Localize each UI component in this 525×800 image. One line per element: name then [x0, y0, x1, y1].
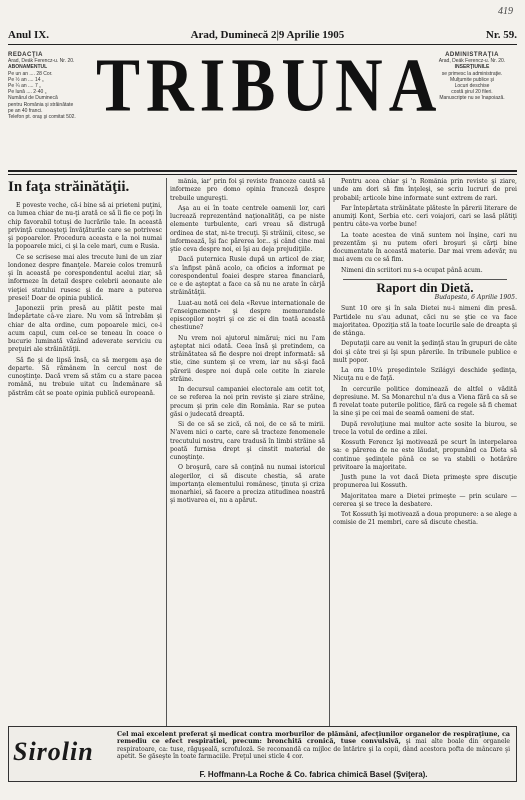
report-paragraph: Sunt 10 ore şi în sala Dietei nu-i nimeni din presă. Partidele nu s'au adunat, căci nu se ştie ce va face majoritatea. Opoziţia stă la toate locurile sale de dreapta şi de stânga. — [333, 305, 517, 337]
article-paragraph: Dacă puternica Rusie după un articol de ziar, s'a înfipst până acolo, ca oficios a informat pe corespondentul foaiei despre starea financiară, ce e de aşteptat a face ca să nu ne arate în cârjă străinătăţii. — [170, 256, 325, 297]
administration-line: INSERŢIUNILE — [454, 64, 490, 71]
article-title: In faţa străinătăţii. — [8, 179, 130, 195]
report-paragraph: In cercurile politice dominează de altfel o vădită depresiune. M. Sa Monarchul n'a dus a Viena fără ca să se fi revelat toate puterile politice, fără ca regele să fi chemat la sine şi pe cei mai de seamă oameni de stat. — [333, 385, 517, 418]
editorial-line: pe an 40 franci. — [8, 107, 43, 114]
report-paragraph: Deputaţii care au venit la şedinţă stau în grupuri de câte doi şi câte trei şi îşi spun părerile. In tribunele publice e mult popor. — [333, 340, 517, 364]
editorial-office-box — [8, 52, 98, 120]
article-paragraph: Far întepărtata străinătate plăteste în părerii literare de anumiţi Kont, Serbia etc. ceri voiajori, cari se lasă plătiţi pentru câte-va vorbe bune! — [333, 204, 517, 229]
editorial-line: pentru România şi străinătate — [8, 101, 74, 108]
report-paragraph: Justh pune la vot dacă Dieta primeşte spre discuţie propunerea lui Kossuth. — [333, 474, 517, 490]
report-paragraph: După revoluţiune mai multor acte sosite la biurou, se trece la votul de ordine a zilei. — [333, 420, 517, 436]
report-paragraph: La ora 10¼ preşedintele Szilágyi deschide şedinţa, Nicuţa nu e de faţă. — [333, 367, 517, 383]
administration-line: Mulţumite publice şi — [450, 76, 494, 83]
article-paragraph: Si de ce să se zică, că noi, de ce să te mirii. N'avem nici o carte, care să tracteze fenomenele trecutului nostru, care tradusă în limbi străine să poată furnisa drept şi cinstit material de cunoştinţe. — [170, 421, 325, 461]
issue-year: Anul IX. — [8, 29, 49, 41]
article-paragraph: Aşa au ei în toate centrele oamenii lor, cari lucrează reprezentând naţionalităţi, ca pe niste elemente turbulente, cari vreau să distrugă ordinea de stat, ni-te trecuţi. Şi străinii, citesc, se informează, îşi fac părerea lor... şi când cine mai ştie ceva despre noi, ei îşi au deja prejudiţiile. — [170, 204, 325, 253]
article-paragraph: Pentru acea chiar şi 'n România prin reviste şi ziare, unde am dori să fim înţeleşi, se scriu lucruri de prei probabil; articole bine informate sunt extrem de rari. — [333, 178, 517, 202]
editorial-line: Pe ¼ an .... 7 „ — [8, 83, 41, 90]
masthead-rule-thin — [8, 174, 517, 175]
column-divider — [329, 178, 330, 780]
issue-number: Nr. 59. — [485, 29, 517, 41]
editorial-line: Pe un an .... 28 Cor. — [8, 70, 53, 77]
article-paragraph: Să fie şi de lipsă însă, ca să mergem aşa de departe. Să rămânem în cercul nost de cunoştinţe. Dacă vrem să stăm cu a stare pacea română, nu trebuie uitat cu îndemânare să păstrăm cât se poate opinia publică europeană. — [8, 356, 162, 397]
masthead-rule — [8, 170, 517, 172]
report-title: Raport din Dietă. — [376, 279, 474, 295]
article-paragraph: Nimeni din scriitori nu s-a ocupat până acum. — [341, 266, 483, 274]
handwritten-page-number: 419 — [498, 6, 513, 17]
ad-body — [117, 731, 510, 761]
article-paragraph: Japonezii prin presă au plătit peste mai îndepărtate câ-ve ziare. Nu vom să întrebăm şi chiar de alta ordine, cum popoarele mici, ce-i acum capul, cum cel-ce se teneau în coace o bucurie luminată văzând adeverate serviciu cu preţuiri ale străinătăţii. — [8, 305, 162, 354]
column-left — [8, 178, 162, 782]
report-dateline: Budapesta, 6 Aprilie 1905. — [434, 294, 517, 301]
column-right — [333, 178, 517, 782]
administration-line: Manuscripte nu se înapoiază. — [439, 95, 505, 102]
administration-line: Arad, Deák Ferencz-u. Nr. 20. — [438, 58, 506, 65]
editorial-heading: REDACŢIA — [8, 52, 43, 58]
article-paragraph: E poveste veche, că-i bine să ai prieteni puţini, ca lumea chiar de nu-ţi arată ce să îi fie ce poţi în chip favorabil totuşi de lucrările tale. In această privinţă cunoaşteţi învăţăturile care se potrivesc şi popoarelor. Procedura aceasta e la noi numai la popoarele mici, ci şi la cele mari, cum e Rusia. — [8, 202, 162, 251]
ad-logo: Sirolin — [13, 737, 94, 766]
editorial-line: ABONAMENTUL — [8, 64, 48, 71]
report-paragraph: Majoritatea mare a Dietei primeşte — prin sculare — cererea şi se trece la desbatere. — [333, 492, 517, 508]
article-paragraph: Ce se scrisese mai ales trecute luni de un ziar londonez despre finanţele. Mareie colos tremură şi în această pe corespondentul acelui ziar, să informeze în detail despre celebrii aeonaute ale vieţiei statului rusesc şi de mare a puterea presei! Doar de opinia publică. — [8, 253, 162, 302]
administration-heading: ADMINISTRAŢIA — [445, 52, 499, 58]
editorial-line: Pe lună .... 2·40 „ — [8, 89, 47, 96]
sirolin-advertisement — [8, 726, 517, 782]
editorial-line: Arad, Deák Ferencz-u. Nr. 20. — [8, 58, 75, 65]
column-divider — [166, 178, 167, 780]
editorial-line: Pe ½ an .... 14 „ — [8, 76, 44, 83]
editorial-line: Numărul de Duminecă — [8, 95, 58, 102]
article-paragraph: mânia, iar' prin foi şi reviste franceze caută să informeze pro domo opinia franceză despre trebuile ungureşti. — [170, 178, 325, 202]
article-paragraph: Luat-au notă cei dela «Revue internationale de l'enseignement» şi despre memorandele episcopilor noştri şi ce zic ei din toată această chestiune? — [170, 299, 325, 332]
report-paragraph: Tot Kossuth îşi motivează a doua propunere: a se alege a comisie de 21 membri, care să discute chestia. — [333, 511, 517, 527]
ad-lead: Cel mai excelent preferat şi medicat contra morburilor de plămâni, afecţiunilor organelor de respiraţiune, ca remediu ce efect respiratiei, precum: bronchită cronică, tuse convulsivă, — [117, 730, 510, 746]
administration-box — [427, 52, 517, 102]
administration-line: Locuri deschise — [454, 83, 490, 90]
article-paragraph: La toate acestea de vină suntem noi înşine, cari nu prezentăm şi nu putem oferi broşuri şi cărţi bine documentate în această materie. Dar mai vrem adevăr, nu mai avem cu ce să fim. — [333, 231, 517, 264]
administration-line: se primesc la administraţie. — [441, 70, 503, 77]
article-paragraph: Nu vrem noi ajutorul nimărui; nici nu l'am aşteptat nici odată. Ceea însă şi pretindem, ca străinătatea să fie despre noi drept informată: să stie, cine suntem şi ce vrem, iar nu să-şi facă părerii despre noi după cele cetite în ziarele străine. — [170, 334, 325, 383]
column-middle — [170, 178, 325, 782]
issue-header — [8, 28, 517, 42]
administration-line: costă şirul 20 fileri. — [451, 89, 493, 96]
editorial-line: Telefon pt. oraş şi comitat 502. — [8, 114, 76, 121]
ad-footer: F. Hoffmann-La Roche & Co. fabrica chimică Basel (Şviţera). — [199, 770, 428, 779]
newspaper-masthead: TRIBUNA — [96, 43, 443, 128]
article-paragraph: O broşură, care să conţină nu numai istoricul alegerilor, ci să discute chestia, să arate importanţa elementului românesc, ţinuta şi criza monarhiei, să facere a preciza atitudinea noastră şi motivarea ei, nu a apărut. — [170, 464, 325, 505]
article-paragraph: In decursul campaniei electorale am cetit tot, ce se referea la noi prin reviste şi ziare străine, precum şi prin cele din România. Rar se putea găsi o judecată dreaptă. — [170, 386, 325, 418]
issue-place-date: Arad, Duminecă 2|9 Aprilie 1905 — [190, 29, 345, 41]
report-paragraph: Kossuth Ferencz îşi motivează pe scurt în interpelarea sa: e părerea de ne este lăudat, propunând ca Dieta să continue şedinţele până ce se va stabili o hotărâre privitoare la majoritate. — [333, 439, 517, 471]
ad-text: şi mai alte boale din organele respiratoare, ca: tuse, răguşeală, scrofuloză. Se recomandă ca mijloc de întărire şi la copii, dând acestora pofta de mâncare şi apetit. Se găseşte în toate farmaciile. Preţul unei sticle 4 cor. — [117, 738, 510, 761]
